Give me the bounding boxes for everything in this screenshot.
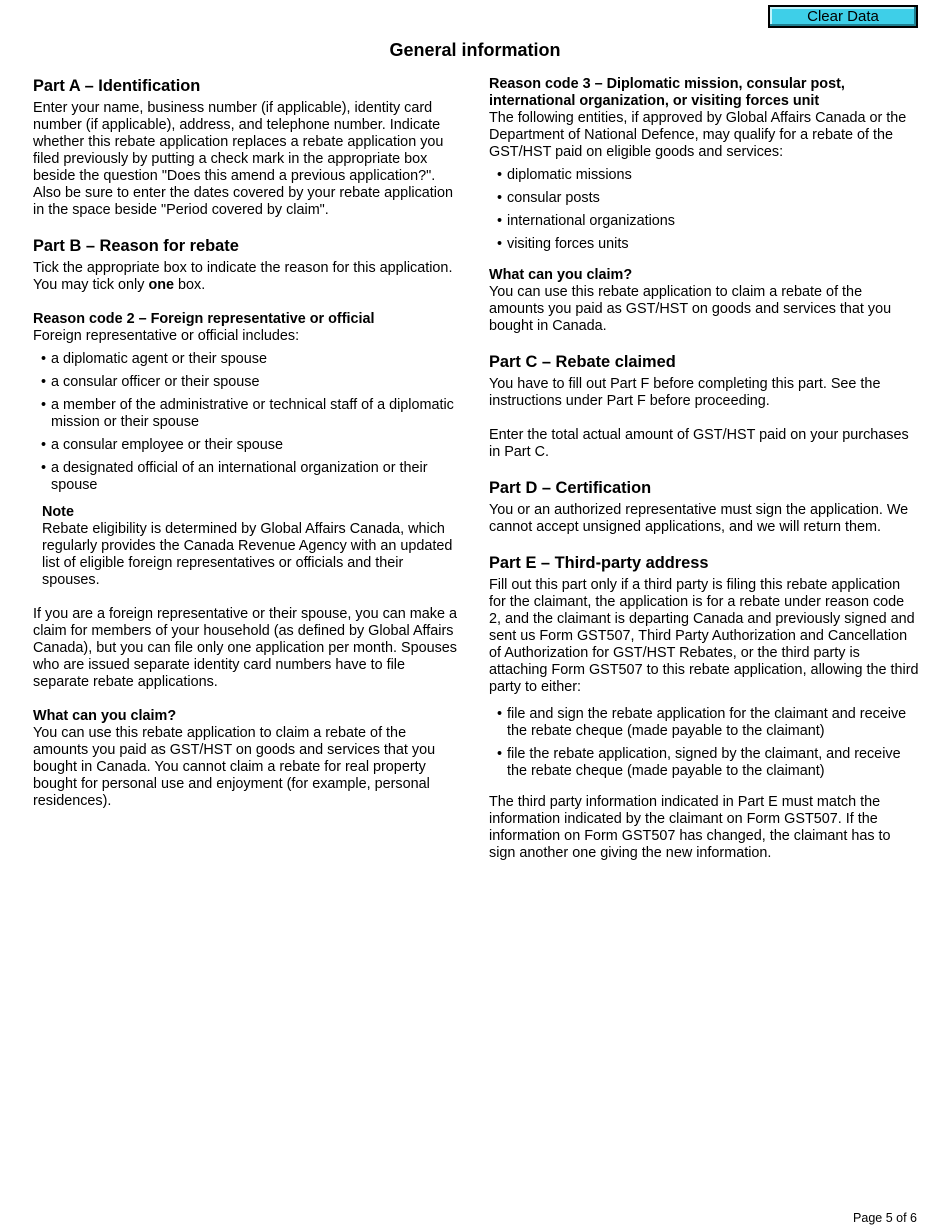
part-a-heading: Part A – Identification	[33, 77, 201, 95]
part-e-list	[489, 706, 919, 780]
part-d-heading: Part D – Certification	[489, 479, 652, 497]
part-e-text: Fill out this part only if a third party is filing this rebate application for the claimant, the application is for a rebate under reason code 2, and the claimant is departing Canada and previously signed and sent us Form GST507, Third Party Authorization and Cancellation of Authorization for GST/HST Rebates, or the third party is attaching Form GST507 to this rebate application, allowing the third party to either:	[489, 577, 919, 695]
part-b-text-emphasis: one	[148, 277, 175, 293]
right-claim-section	[489, 267, 919, 335]
note-box	[42, 504, 461, 589]
reason-code-2-section	[33, 311, 461, 691]
part-e-heading: Part E – Third-party address	[489, 554, 709, 572]
list-item: • file the rebate application, signed by the claimant, and receive the rebate cheque (made payable to the claimant)	[489, 746, 919, 780]
part-c-heading: Part C – Rebate claimed	[489, 353, 676, 371]
reason-code-2-intro: Foreign representative or official includes:	[33, 328, 300, 344]
reason-code-3-heading: Reason code 3 – Diplomatic mission, consular post, international organization, or visiting forces unit	[489, 76, 845, 109]
list-item: • a member of the administrative or technical staff of a diplomatic mission or their spouse	[33, 397, 461, 431]
list-item: • a consular officer or their spouse	[33, 374, 461, 391]
reason-code-3-list	[489, 167, 919, 253]
left-claim-text: You can use this rebate application to claim a rebate of the amounts you paid as GST/HST on goods and services that you bought in Canada. You cannot claim a rebate for real property bought for personal use and enjoyment (for example, personal residences).	[33, 725, 436, 809]
left-claim-section	[33, 708, 461, 810]
list-item: • diplomatic missions	[489, 167, 919, 184]
part-e-closing: The third party information indicated in Part E must match the information indicated by the claimant on Form GST507. If the information on Form GST507 has changed, the claimant has to sign another one giving the new information.	[489, 794, 891, 861]
list-item: • a designated official of an international organization or their spouse	[33, 460, 461, 494]
list-item: • consular posts	[489, 190, 919, 207]
part-b-text	[33, 260, 461, 294]
list-item: • a diplomatic agent or their spouse	[33, 351, 461, 368]
household-text: If you are a foreign representative or their spouse, you can make a claim for members of your household (as defined by Global Affairs Canada), but you can file only one application per month. Spouses who are issued separate identity card numbers have to file separate rebate applications.	[33, 606, 457, 690]
part-a-text: Enter your name, business number (if applicable), identity card number (if applicable), address, and telephone number. Indicate whether this rebate application replaces a rebate application you filed previously by putting a check mark in the appropriate box beside the question "Does this amend a previous application?". Also be sure to enter the dates covered by your rebate application in the space beside "Period covered by claim".	[33, 100, 453, 218]
list-item: • a consular employee or their spouse	[33, 437, 461, 454]
part-a-section	[33, 76, 461, 219]
right-claim-heading: What can you claim?	[489, 267, 633, 283]
right-claim-text: You can use this rebate application to claim a rebate of the amounts you paid as GST/HST on goods and services that you bought in Canada.	[489, 284, 892, 334]
reason-code-3-section	[489, 76, 919, 253]
left-column	[33, 76, 461, 810]
part-d-text: You or an authorized representative must sign the application. We cannot accept unsigned applications, and we will return them.	[489, 502, 909, 535]
list-item: • file and sign the rebate application for the claimant and receive the rebate cheque (made payable to the claimant)	[489, 706, 919, 740]
right-column	[489, 76, 919, 862]
part-b-text-end: box.	[174, 277, 206, 293]
note-title: Note	[42, 504, 74, 520]
reason-code-2-list	[33, 351, 461, 494]
page-number: Page 5 of 6	[853, 1211, 917, 1225]
left-claim-heading: What can you claim?	[33, 708, 177, 724]
reason-code-3-intro: The following entities, if approved by Global Affairs Canada or the Department of National Defence, may qualify for a rebate of the GST/HST paid on eligible goods and services:	[489, 110, 907, 160]
page-title: General information	[389, 40, 561, 60]
part-b-text-start: Tick the appropriate box to indicate the reason for this application. You may tick only	[33, 260, 453, 293]
part-c-text-1: You have to fill out Part F before completing this part. See the instructions under Part F before proceeding.	[489, 376, 881, 409]
part-c-section	[489, 352, 919, 461]
part-c-text-2: Enter the total actual amount of GST/HST paid on your purchases in Part C.	[489, 427, 909, 460]
note-text: Rebate eligibility is determined by Global Affairs Canada, which regularly provides the Canada Revenue Agency with an updated list of eligible foreign representatives or officials and their spouses.	[42, 521, 453, 588]
list-item: • international organizations	[489, 213, 919, 230]
part-d-section	[489, 478, 919, 536]
reason-code-2-heading: Reason code 2 – Foreign representative or official	[33, 311, 375, 327]
part-b-heading: Part B – Reason for rebate	[33, 237, 239, 255]
clear-data-button[interactable]: Clear Data	[768, 5, 918, 28]
part-e-section	[489, 553, 919, 862]
list-item: • visiting forces units	[489, 236, 919, 253]
part-b-section	[33, 236, 461, 294]
